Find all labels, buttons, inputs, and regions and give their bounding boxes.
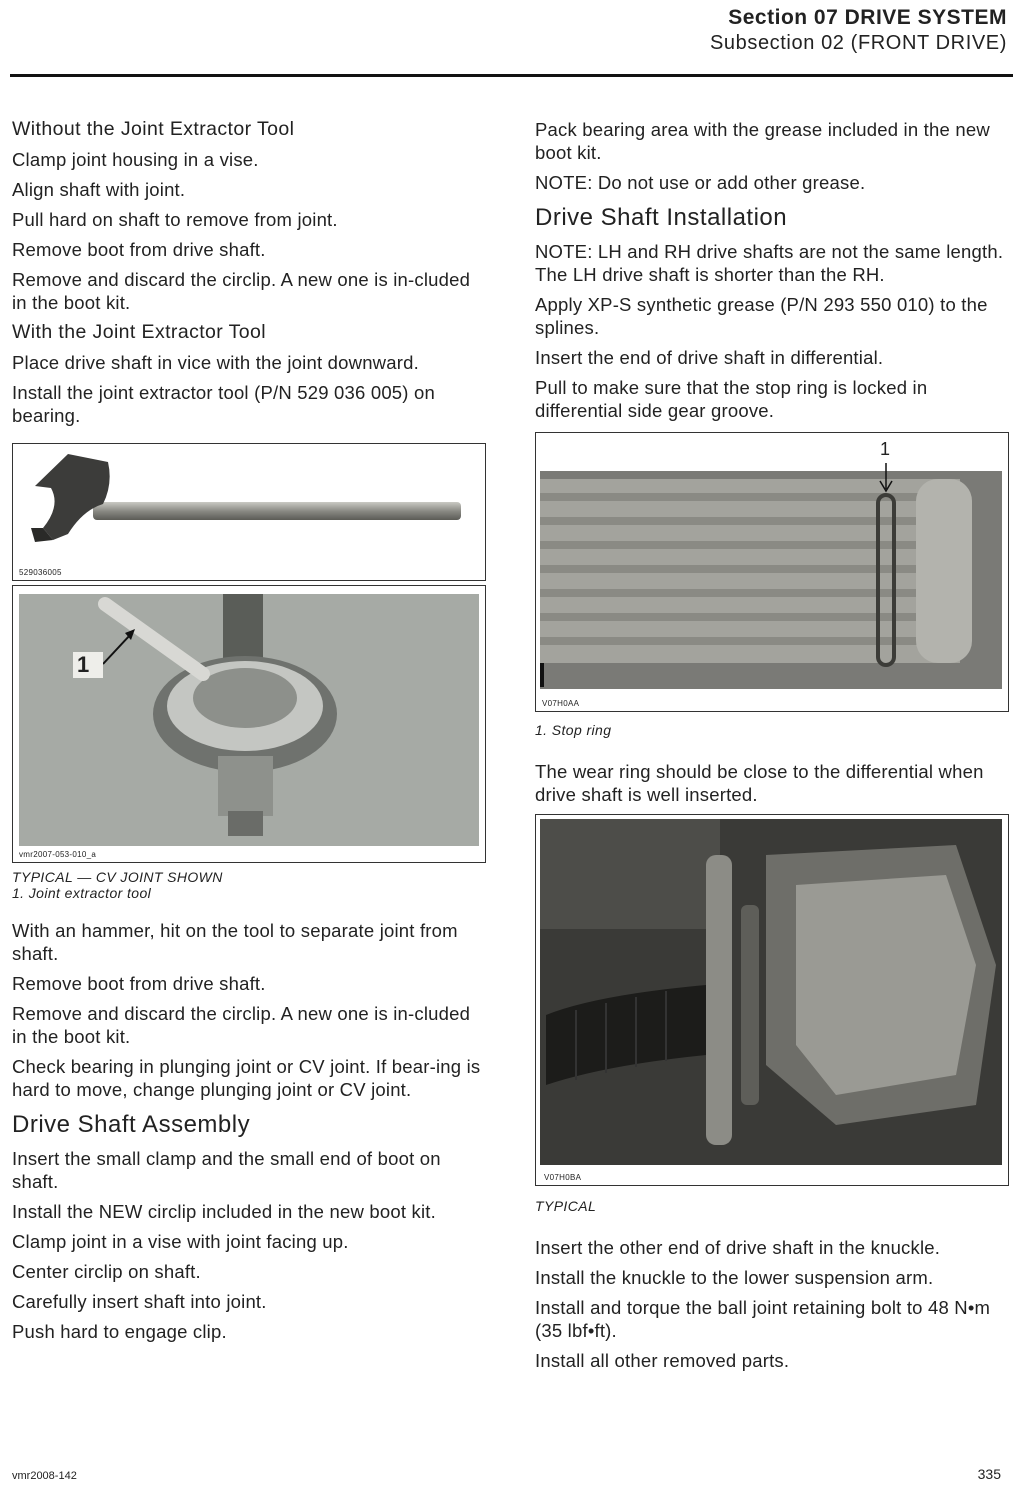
figure-cv-joint bbox=[12, 585, 486, 863]
figure-code: vmr2007-053-010_a bbox=[19, 850, 97, 859]
step: Install the knuckle to the lower suspension arm. bbox=[535, 1267, 934, 1288]
figure-stop-ring bbox=[535, 432, 1009, 712]
step: Clamp joint in a vise with joint facing up. bbox=[12, 1231, 349, 1252]
step: Remove boot from drive shaft. bbox=[12, 239, 266, 260]
step: Clamp joint housing in a vise. bbox=[12, 149, 259, 170]
step: Carefully insert shaft into joint. bbox=[12, 1291, 267, 1312]
step: Apply XP-S synthetic grease (P/N 293 550 010) to the splines. bbox=[535, 294, 988, 338]
figure-caption: TYPICAL bbox=[535, 1198, 597, 1214]
callout-number: 1 bbox=[880, 439, 891, 459]
figure-code: V07H0AA bbox=[542, 699, 580, 708]
step: Pull to make sure that the stop ring is locked in differential side gear groove. bbox=[535, 377, 928, 421]
section-title: Section 07 DRIVE SYSTEM bbox=[728, 6, 1007, 29]
figure-legend: 1. Joint extractor tool bbox=[12, 885, 152, 901]
step: Install all other removed parts. bbox=[535, 1350, 790, 1371]
figure-legend: 1. Stop ring bbox=[535, 722, 612, 738]
step: Align shaft with joint. bbox=[12, 179, 186, 200]
cv-joint-photo bbox=[13, 586, 485, 862]
assembly-heading: Drive Shaft Assembly bbox=[12, 1111, 251, 1138]
figure-caption: TYPICAL — CV JOINT SHOWN bbox=[12, 869, 223, 885]
paragraph: Pack bearing area with the grease included in the new boot kit. bbox=[535, 119, 990, 163]
note: NOTE: LH and RH drive shafts are not the same length. The LH drive shaft is shorter than the RH. bbox=[535, 241, 1004, 285]
step: Remove boot from drive shaft. bbox=[12, 973, 266, 994]
without-tool-title: Without the Joint Extractor Tool bbox=[12, 118, 295, 140]
step: Remove and discard the circlip. A new one is in-cluded in the boot kit. bbox=[12, 269, 471, 313]
with-tool-title: With the Joint Extractor Tool bbox=[12, 321, 267, 343]
note: NOTE: Do not use or add other grease. bbox=[535, 172, 866, 193]
step: Place drive shaft in vice with the joint downward. bbox=[12, 352, 419, 373]
step: Pull hard on shaft to remove from joint. bbox=[12, 209, 338, 230]
step: Install and torque the ball joint retaining bolt to 48 N•m (35 lbf•ft). bbox=[535, 1297, 991, 1341]
figure-code: 529036005 bbox=[19, 568, 62, 577]
splined-shaft-photo bbox=[536, 433, 1008, 711]
step: Remove and discard the circlip. A new one is in-cluded in the boot kit. bbox=[12, 1003, 471, 1047]
step: With an hammer, hit on the tool to separate joint from shaft. bbox=[12, 920, 458, 964]
document-code: vmr2008-142 bbox=[12, 1470, 77, 1482]
left-column bbox=[12, 118, 487, 1350]
step: Install the NEW circlip included in the new boot kit. bbox=[12, 1201, 436, 1222]
page-header bbox=[710, 6, 1007, 55]
step: Insert the end of drive shaft in differential. bbox=[535, 347, 884, 368]
differential-photo bbox=[536, 815, 1008, 1185]
step: Insert the small clamp and the small end of boot on shaft. bbox=[12, 1148, 441, 1192]
page-number: 335 bbox=[977, 1466, 1001, 1482]
figure-extractor-tool bbox=[12, 443, 486, 581]
figure-differential bbox=[535, 814, 1009, 1186]
step: Center circlip on shaft. bbox=[12, 1261, 201, 1282]
callout-number: 1 bbox=[77, 652, 90, 677]
figure-code: V07H0BA bbox=[544, 1173, 582, 1182]
header-rule bbox=[10, 74, 1013, 77]
installation-heading: Drive Shaft Installation bbox=[535, 204, 788, 231]
right-column bbox=[535, 118, 1011, 1379]
step: Check bearing in plunging joint or CV joint. If bear-ing is hard to move, change plunging joint or CV joint. bbox=[12, 1056, 481, 1100]
extractor-tool-illustration bbox=[13, 444, 485, 580]
subsection-title: Subsection 02 (FRONT DRIVE) bbox=[709, 32, 1007, 54]
step: Push hard to engage clip. bbox=[12, 1321, 227, 1342]
step: Insert the other end of drive shaft in the knuckle. bbox=[535, 1237, 941, 1258]
paragraph: The wear ring should be close to the differential when drive shaft is well inserted. bbox=[535, 761, 984, 805]
step: Install the joint extractor tool (P/N 529 036 005) on bearing. bbox=[12, 382, 435, 426]
